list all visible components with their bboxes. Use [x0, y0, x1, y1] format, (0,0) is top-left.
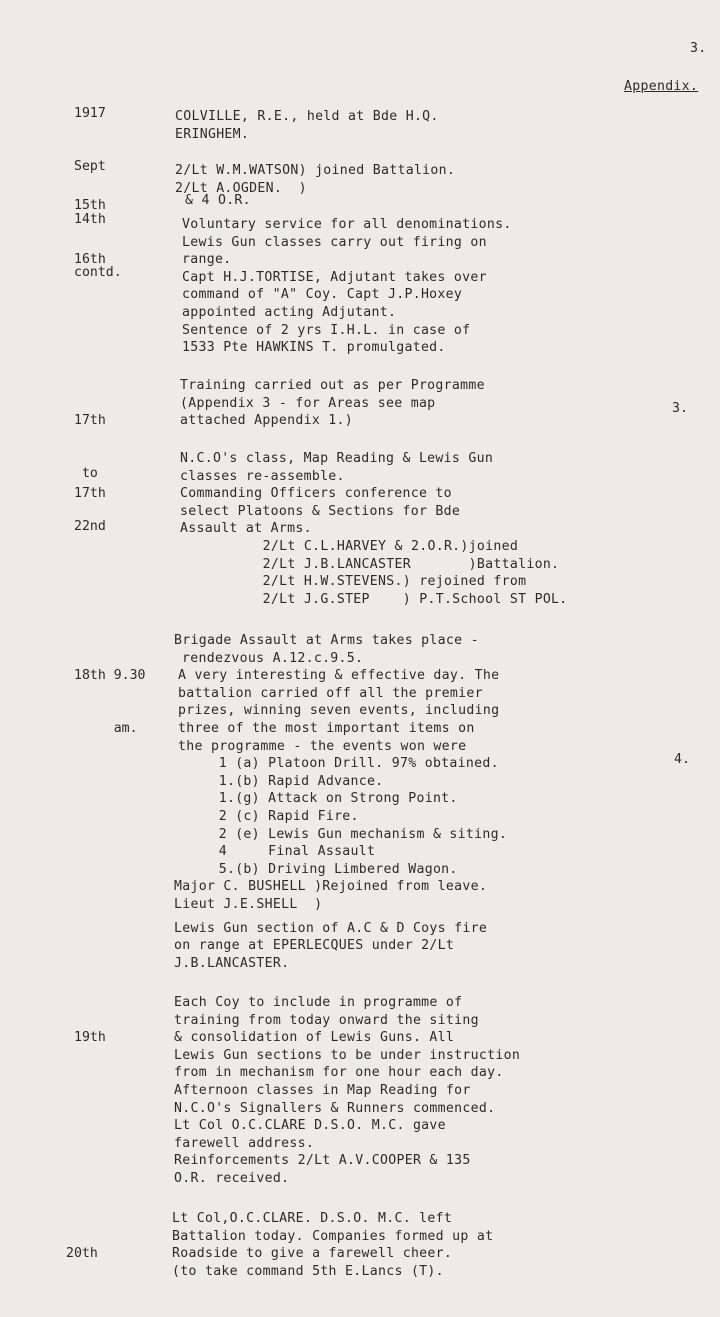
- text-line: Battalion today. Companies formed up at: [172, 1228, 494, 1244]
- text-line: Sentence of 2 yrs I.H.L. in case of: [182, 322, 471, 338]
- entry-text: [172, 1210, 642, 1280]
- text-line: Each Coy to include in programme of: [174, 995, 463, 1010]
- text-line: O.R. received.: [174, 1170, 290, 1186]
- entry-text: [174, 632, 644, 972]
- date-line: contd.: [74, 264, 122, 280]
- text-line: select Platoons & Sections for Bde: [180, 503, 461, 519]
- text-line: COLVILLE, R.E., held at Bde H.Q.: [175, 109, 439, 124]
- text-line: 2/Lt C.L.HARVEY & 2.O.R.)joined: [205, 538, 519, 554]
- text-line: prizes, winning seven events, including: [178, 703, 500, 719]
- text-line: 4 Final Assault: [194, 844, 376, 860]
- text-line: Lewis Gun sections to be under instruction: [174, 1047, 521, 1063]
- text-line: Major C. BUSHELL )Rejoined from leave.: [174, 879, 488, 895]
- text-line: Roadside to give a farewell cheer.: [172, 1246, 453, 1262]
- text-line: three of the most important items on: [178, 720, 475, 736]
- text-line: 2 (e) Lewis Gun mechanism & siting.: [194, 826, 508, 842]
- date-line: 22nd: [74, 518, 106, 534]
- entry-date: [74, 216, 122, 304]
- text-line: 1.(b) Rapid Advance.: [194, 773, 384, 789]
- text-line: (to take command 5th E.Lancs (T).: [172, 1263, 444, 1279]
- text-line: rendezvous A.12.c.9.5.: [182, 650, 364, 666]
- text-line: Capt H.J.TORTISE, Adjutant takes over: [182, 269, 487, 285]
- text-line: Lewis Gun section of A.C & D Coys fire: [174, 920, 488, 936]
- date-line: 1917: [74, 106, 106, 122]
- text-line: A very interesting & effective day. The: [178, 668, 500, 684]
- text-line: & consolidation of Lewis Guns. All: [174, 1030, 455, 1046]
- entry-text: [180, 377, 650, 430]
- text-line: training from today onward the siting: [174, 1012, 479, 1028]
- entry-date: [74, 994, 122, 1082]
- text-line: range.: [182, 252, 232, 268]
- date-line: 17th: [74, 486, 106, 502]
- text-line: Lewis Gun classes carry out firing on: [182, 234, 487, 250]
- date-line: 18th 9.30: [74, 668, 146, 684]
- text-line: Training carried out as per Programme: [180, 378, 485, 393]
- text-line: battalion carried off all the premier: [178, 685, 483, 701]
- appendix-column-header: Appendix.: [624, 79, 699, 94]
- text-line: command of "A" Coy. Capt J.P.Hoxey: [182, 287, 463, 303]
- entry-date: [74, 450, 122, 538]
- appendix-reference: 4.: [674, 752, 690, 767]
- date-line: 17th: [74, 413, 106, 429]
- date-line: 16th: [74, 252, 106, 268]
- text-line: N.C.O's Signallers & Runners commenced.: [174, 1100, 496, 1116]
- entry-date: [66, 1210, 114, 1298]
- text-line: 2/Lt J.B.LANCASTER )Battalion.: [205, 556, 560, 572]
- entry-text: [182, 216, 652, 357]
- text-line: & 4 O.R.: [185, 193, 251, 209]
- text-line: Voluntary service for all denominations.: [182, 217, 512, 232]
- text-line: 2 (c) Rapid Fire.: [194, 808, 359, 824]
- text-line: attached Appendix 1.): [180, 413, 354, 429]
- text-line: farewell address.: [174, 1135, 315, 1151]
- text-line: N.C.O's class, Map Reading & Lewis Gun: [180, 451, 494, 466]
- text-line: on range at EPERLECQUES under 2/Lt: [174, 938, 455, 954]
- text-line: 5.(b) Driving Limbered Wagon.: [194, 861, 458, 877]
- text-line: 2/Lt H.W.STEVENS.) rejoined from: [205, 574, 527, 590]
- text-line: 2/Lt W.M.WATSON) joined Battalion.: [175, 163, 456, 178]
- page-number: 3.: [690, 41, 707, 56]
- text-line: appointed acting Adjutant.: [182, 304, 397, 320]
- text-line: 2/Lt J.G.STEP ) P.T.School ST POL.: [205, 591, 568, 607]
- date-line: 15th: [74, 198, 106, 214]
- entry-text: [175, 108, 645, 143]
- date-line: Sept: [74, 158, 106, 174]
- text-line: Brigade Assault at Arms takes place -: [174, 633, 479, 648]
- text-line: Lt Col O.C.CLARE D.S.O. M.C. gave: [174, 1118, 446, 1134]
- date-line: to: [74, 465, 98, 481]
- text-line: Commanding Officers conference to: [180, 486, 452, 502]
- text-line: Assault at Arms.: [180, 521, 312, 537]
- entry-text: [175, 162, 645, 210]
- text-line: Afternoon classes in Map Reading for: [174, 1082, 471, 1098]
- text-line: Lieut J.E.SHELL ): [174, 896, 323, 912]
- text-line: 2/Lt A.OGDEN. ): [175, 180, 307, 196]
- date-line: 20th: [66, 1246, 98, 1262]
- text-line: J.B.LANCASTER.: [174, 955, 290, 971]
- entry-text: [180, 450, 650, 608]
- text-line: 1533 Pte HAWKINS T. promulgated.: [182, 340, 446, 356]
- text-line: classes re-assemble.: [180, 468, 345, 484]
- entry-text: [174, 994, 644, 1188]
- text-line: the programme - the events won were: [178, 738, 467, 754]
- text-line: Reinforcements 2/Lt A.V.COOPER & 135: [174, 1153, 471, 1169]
- text-line: 1 (a) Platoon Drill. 97% obtained.: [194, 756, 499, 772]
- text-line: Lt Col,O.C.CLARE. D.S.O. M.C. left: [172, 1211, 453, 1226]
- text-line: ERINGHEM.: [175, 126, 250, 142]
- date-line: 19th: [74, 1030, 106, 1046]
- date-line: 14th: [74, 211, 106, 227]
- date-line: am.: [74, 720, 138, 736]
- appendix-reference: 3.: [672, 401, 688, 416]
- entry-date: [74, 632, 145, 773]
- text-line: 1.(g) Attack on Strong Point.: [194, 791, 458, 807]
- text-line: (Appendix 3 - for Areas see map: [180, 395, 436, 411]
- text-line: from in mechanism for one hour each day.: [174, 1065, 504, 1081]
